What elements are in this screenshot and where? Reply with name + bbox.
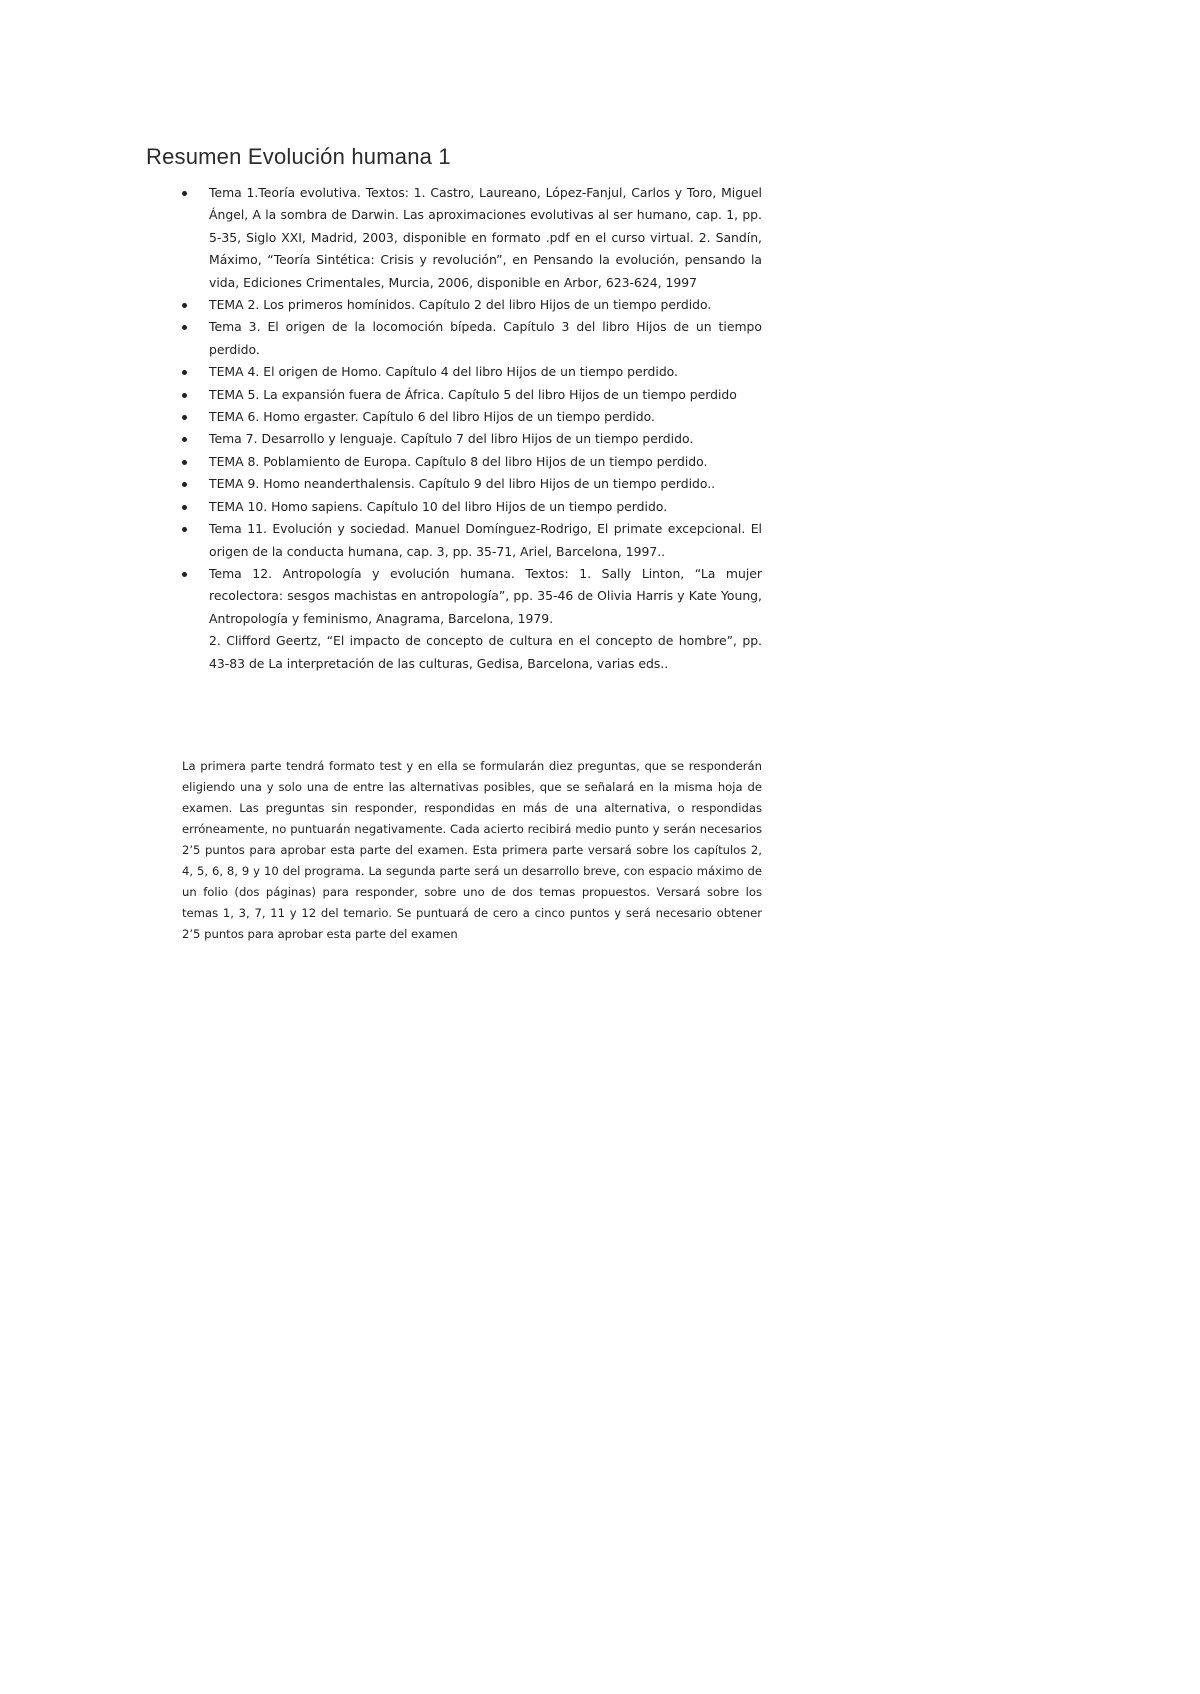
- topic-text: TEMA 5. La expansión fuera de África. Capítulo 5 del libro Hijos de un tiempo perdido: [209, 386, 737, 402]
- topic-text-continuation: 2. Clifford Geertz, “El impacto de concepto de cultura en el concepto de hombre”, pp. 43-83 de La interpretación de las culturas, Gedisa, Barcelona, varias eds..: [209, 633, 762, 671]
- bullet-icon: [182, 191, 187, 196]
- topic-item-5: [182, 384, 762, 406]
- topic-text: TEMA 8. Poblamiento de Europa. Capítulo 8 del libro Hijos de un tiempo perdido.: [209, 453, 708, 469]
- bullet-icon: [182, 325, 187, 330]
- topic-text: Tema 12. Antropología y evolución humana. Textos: 1. Sally Linton, “La mujer recolectora: sesgos machistas en antropología”, pp. 35-46 de Olivia Harris y Kate Young, Antropología y feminismo, Anagrama, Barcelona, 1979.: [209, 565, 762, 626]
- topic-text: Tema 3. El origen de la locomoción bípeda. Capítulo 3 del libro Hijos de un tiempo perdido.: [209, 319, 762, 357]
- topic-text: Tema 7. Desarrollo y lenguaje. Capítulo 7 del libro Hijos de un tiempo perdido.: [209, 431, 694, 447]
- topic-text: TEMA 10. Homo sapiens. Capítulo 10 del libro Hijos de un tiempo perdido.: [209, 498, 668, 514]
- topic-item-12: [182, 563, 762, 675]
- topic-item-2: [182, 294, 762, 316]
- topic-item-7: [182, 428, 762, 450]
- topic-text: TEMA 6. Homo ergaster. Capítulo 6 del libro Hijos de un tiempo perdido.: [209, 409, 655, 425]
- exam-info-paragraph: La primera parte tendrá formato test y en ella se formularán diez preguntas, que se responderán eligiendo una y solo una de entre las alternativas posibles, que se señalará en la misma hoja de examen. Las preguntas sin responder, respondidas en más de una alternativa, o respondidas erróneamente, no puntuarán negativamente. Cada acierto recibirá medio punto y serán necesarios 2’5 puntos para aprobar esta parte del examen. Esta primera parte versará sobre los capítulos 2, 4, 5, 6, 8, 9 y 10 del programa. La segunda parte será un desarrollo breve, con espacio máximo de un folio (dos páginas) para responder, sobre uno de dos temas propuestos. Versará sobre los temas 1, 3, 7, 11 y 12 del temario. Se puntuará de cero a cinco puntos y será necesario obtener 2’5 puntos para aprobar esta parte del examen: [182, 759, 762, 941]
- bullet-icon: [182, 505, 187, 510]
- topic-item-10: [182, 496, 762, 518]
- topic-text: TEMA 4. El origen de Homo. Capítulo 4 del libro Hijos de un tiempo perdido.: [209, 364, 678, 380]
- bullet-icon: [182, 460, 187, 465]
- bullet-icon: [182, 415, 187, 420]
- bullet-icon: [182, 393, 187, 398]
- topic-item-6: [182, 406, 762, 428]
- topic-text: Tema 11. Evolución y sociedad. Manuel Domínguez-Rodrigo, El primate excepcional. El origen de la conducta humana, cap. 3, pp. 35-71, Ariel, Barcelona, 1997..: [209, 521, 762, 559]
- bullet-icon: [182, 437, 187, 442]
- topic-item-4: [182, 361, 762, 383]
- document-title: Resumen Evolución humana 1: [146, 144, 451, 169]
- bullet-icon: [182, 527, 187, 532]
- topic-item-3: [182, 316, 762, 361]
- topic-list: [182, 182, 762, 675]
- bullet-icon: [182, 303, 187, 308]
- topic-text: Tema 1.Teoría evolutiva. Textos: 1. Castro, Laureano, López-Fanjul, Carlos y Toro, Miguel Ángel, A la sombra de Darwin. Las aproximaciones evolutivas al ser humano, cap. 1, pp. 5-35, Siglo XXI, Madrid, 2003, disponible en formato .pdf en el curso virtual. 2. Sandín, Máximo, “Teoría Sintética: Crisis y revolución”, en Pensando la evolución, pensando la vida, Ediciones Crimentales, Murcia, 2006, disponible en Arbor, 623-624, 1997: [209, 185, 762, 290]
- topic-item-11: [182, 518, 762, 563]
- topic-text: TEMA 2. Los primeros homínidos. Capítulo 2 del libro Hijos de un tiempo perdido.: [209, 297, 712, 313]
- topic-text: TEMA 9. Homo neanderthalensis. Capítulo 9 del libro Hijos de un tiempo perdido..: [209, 476, 716, 492]
- bullet-icon: [182, 482, 187, 487]
- bullet-icon: [182, 370, 187, 375]
- topic-item-9: [182, 473, 762, 495]
- bullet-icon: [182, 572, 187, 577]
- topic-item-8: [182, 451, 762, 473]
- topic-item-1: [182, 182, 762, 294]
